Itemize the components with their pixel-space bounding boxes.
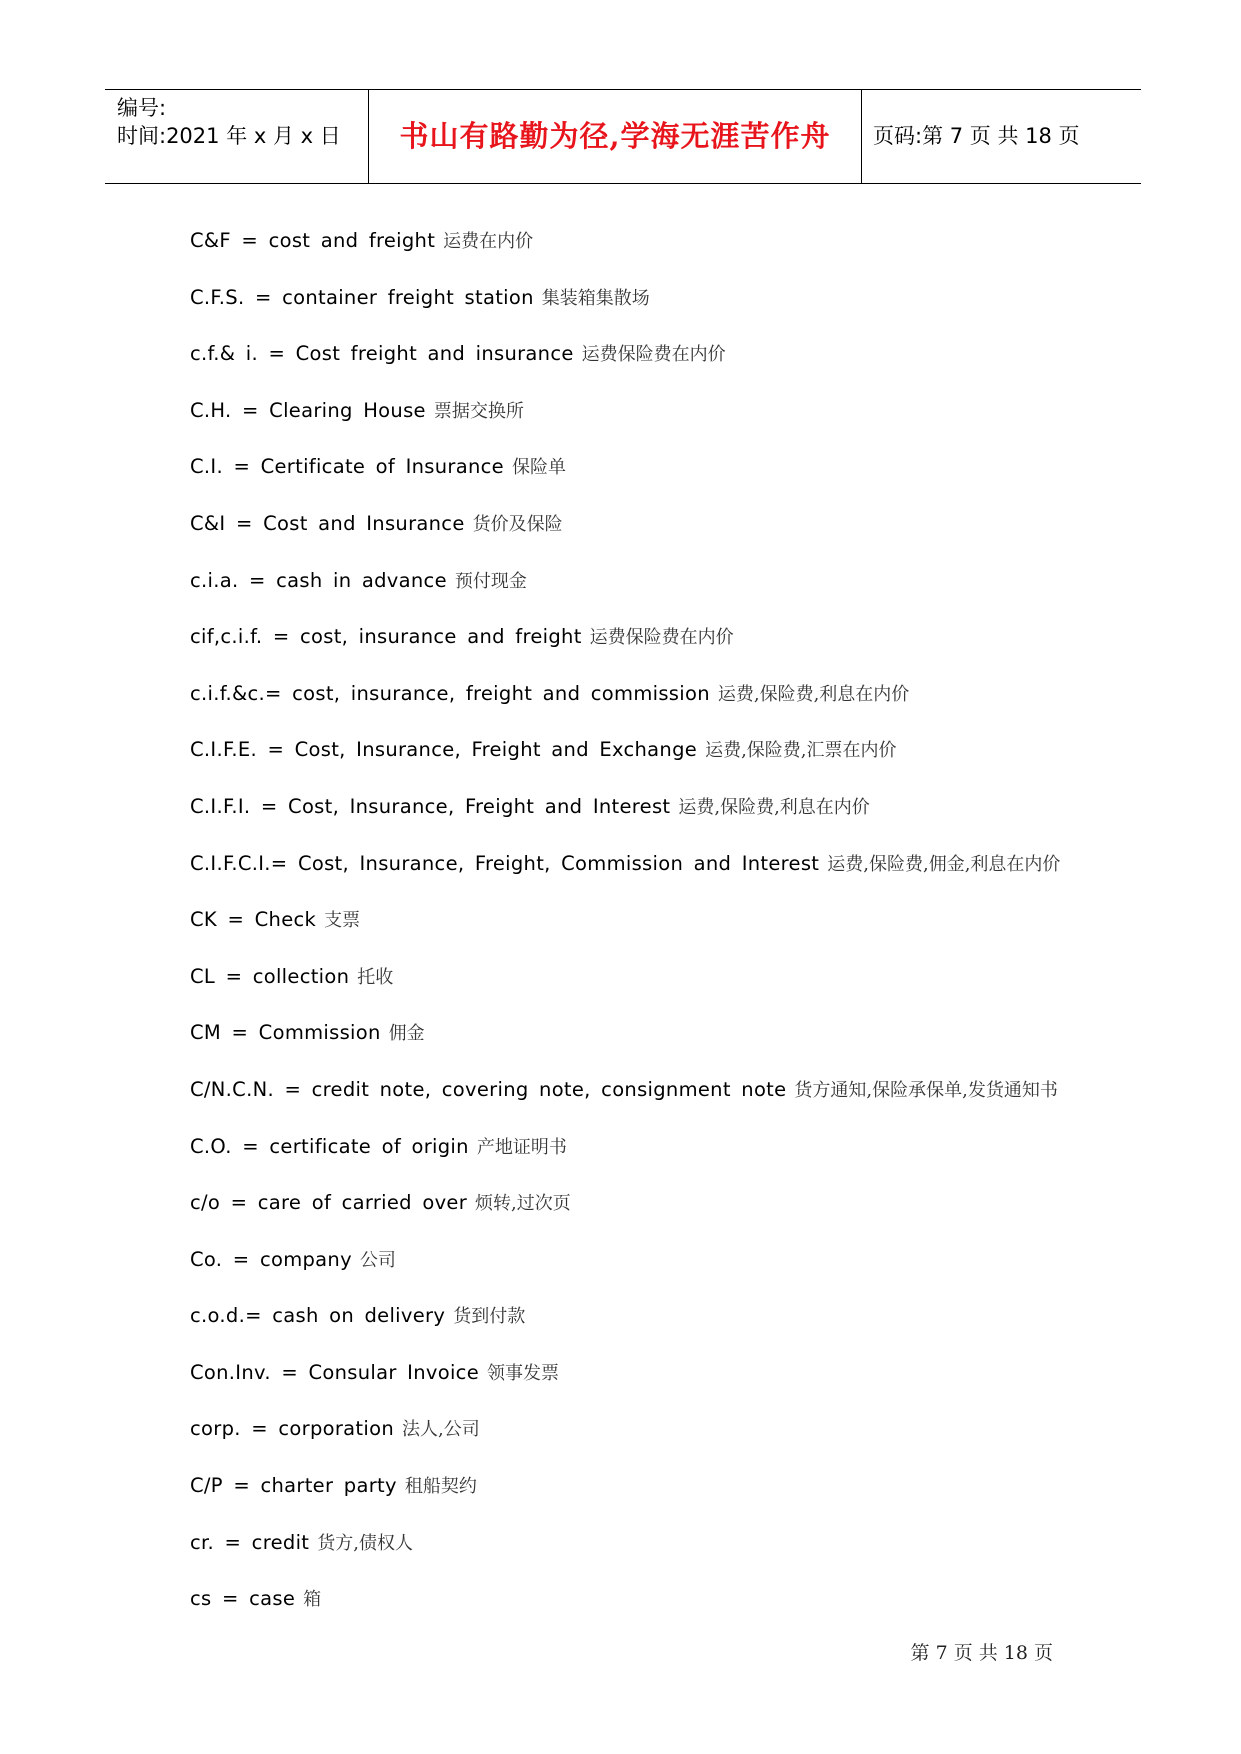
abbreviation-term: C&I = Cost and Insurance	[190, 511, 465, 535]
date-label: 时间:2021 年 x 月 x 日	[117, 124, 341, 148]
abbreviation-term: corp. = corporation	[190, 1417, 394, 1441]
list-item	[190, 1188, 1150, 1245]
abbreviation-term: C/P = charter party	[190, 1474, 397, 1498]
chinese-translation: 运费保险费在内价	[589, 627, 734, 649]
list-item	[190, 735, 1150, 792]
chinese-translation: 法人,公司	[401, 1419, 480, 1441]
chinese-translation: 货到付款	[453, 1306, 526, 1328]
chinese-translation: 租船契约	[404, 1476, 477, 1498]
abbreviation-term: C.H. = Clearing House	[190, 398, 426, 422]
list-item	[190, 622, 1150, 679]
list-item	[190, 1301, 1150, 1358]
list-item	[190, 1245, 1150, 1302]
list-item	[190, 1414, 1150, 1471]
header-motto: 书山有路勤为径,学海无涯苦作舟	[399, 119, 831, 153]
chinese-translation: 领事发票	[487, 1362, 559, 1384]
chinese-translation: 支票	[324, 910, 361, 932]
page-header	[105, 89, 1141, 184]
chinese-translation: 运费在内价	[443, 231, 534, 252]
abbreviation-term: Con.Inv. = Consular Invoice	[190, 1360, 479, 1384]
abbreviation-term: C.O. = certificate of origin	[190, 1134, 469, 1158]
list-item	[190, 509, 1150, 566]
abbreviation-term: Co. = company	[190, 1247, 352, 1271]
chinese-translation: 箱	[303, 1589, 322, 1611]
abbreviation-term: CL = collection	[190, 964, 350, 988]
abbreviation-term: c.i.f.&c.= cost, insurance, freight and commission	[190, 681, 710, 705]
chinese-translation: 集装箱集散场	[541, 287, 650, 309]
list-item	[190, 226, 1150, 283]
list-item	[190, 339, 1150, 396]
list-item	[190, 396, 1150, 453]
chinese-translation: 货价及保险	[472, 513, 563, 535]
list-item	[190, 1132, 1150, 1189]
chinese-translation: 产地证明书	[476, 1136, 567, 1158]
chinese-translation: 佣金	[388, 1023, 425, 1045]
abbreviation-term: c/o = care of carried over	[190, 1191, 468, 1215]
abbreviation-term: c.f.& i. = Cost freight and insurance	[190, 342, 574, 366]
abbreviation-term: cs = case	[190, 1587, 296, 1611]
chinese-translation: 公司	[359, 1249, 396, 1271]
list-item	[190, 1584, 1150, 1641]
chinese-translation: 托收	[357, 966, 394, 988]
list-item	[190, 566, 1150, 623]
list-item	[190, 679, 1150, 736]
list-item	[190, 283, 1150, 340]
header-divider-right	[861, 90, 862, 183]
abbreviation-term: cr. = credit	[190, 1530, 310, 1554]
abbreviation-term: C.I.F.E. = Cost, Insurance, Freight and Exchange	[190, 738, 698, 762]
chinese-translation: 运费,保险费,利息在内价	[678, 796, 870, 818]
abbreviation-term: C.I.F.I. = Cost, Insurance, Freight and Interest	[190, 794, 671, 818]
chinese-translation: 运费,保险费,利息在内价	[717, 683, 910, 705]
list-item	[190, 1471, 1150, 1528]
list-item	[190, 1358, 1150, 1415]
list-item	[190, 792, 1150, 849]
abbreviation-term: C.F.S. = container freight station	[190, 285, 534, 309]
chinese-translation: 运费,保险费,佣金,利息在内价	[827, 853, 1061, 875]
list-item	[190, 905, 1150, 962]
abbreviation-term: c.o.d.= cash on delivery	[190, 1304, 446, 1328]
chinese-translation: 货方通知,保险承保单,发货通知书	[794, 1079, 1058, 1101]
header-divider-left	[368, 90, 369, 183]
chinese-translation: 运费,保险费,汇票在内价	[705, 740, 897, 762]
abbreviation-term: cif,c.i.f. = cost, insurance and freight	[190, 625, 582, 649]
abbreviation-term: c.i.a. = cash in advance	[190, 568, 447, 592]
header-page-code: 页码:第 7 页 共 18 页	[873, 124, 1080, 148]
chinese-translation: 货方,债权人	[317, 1532, 413, 1554]
chinese-translation: 运费保险费在内价	[581, 344, 726, 366]
abbreviation-term: C.I.F.C.I.= Cost, Insurance, Freight, Commission and Interest	[190, 851, 820, 875]
list-item	[190, 849, 1150, 906]
abbreviation-list	[190, 226, 1150, 1641]
list-item	[190, 452, 1150, 509]
header-meta	[117, 94, 367, 150]
list-item	[190, 962, 1150, 1019]
chinese-translation: 预付现金	[454, 570, 527, 592]
list-item	[190, 1528, 1150, 1585]
chinese-translation: 保险单	[511, 457, 566, 479]
abbreviation-term: C&F = cost and freight	[190, 229, 436, 252]
page-footer: 第 7 页 共 18 页	[910, 1642, 1053, 1664]
chinese-translation: 票据交换所	[433, 400, 524, 422]
list-item	[190, 1018, 1150, 1075]
abbreviation-term: CM = Commission	[190, 1021, 381, 1045]
abbreviation-term: CK = Check	[190, 908, 317, 932]
list-item	[190, 1075, 1150, 1132]
chinese-translation: 烦转,过次页	[475, 1193, 571, 1215]
abbreviation-term: C.I. = Certificate of Insurance	[190, 455, 504, 479]
abbreviation-term: C/N.C.N. = credit note, covering note, consignment note	[190, 1077, 787, 1101]
serial-number-label: 编号:	[117, 96, 167, 120]
